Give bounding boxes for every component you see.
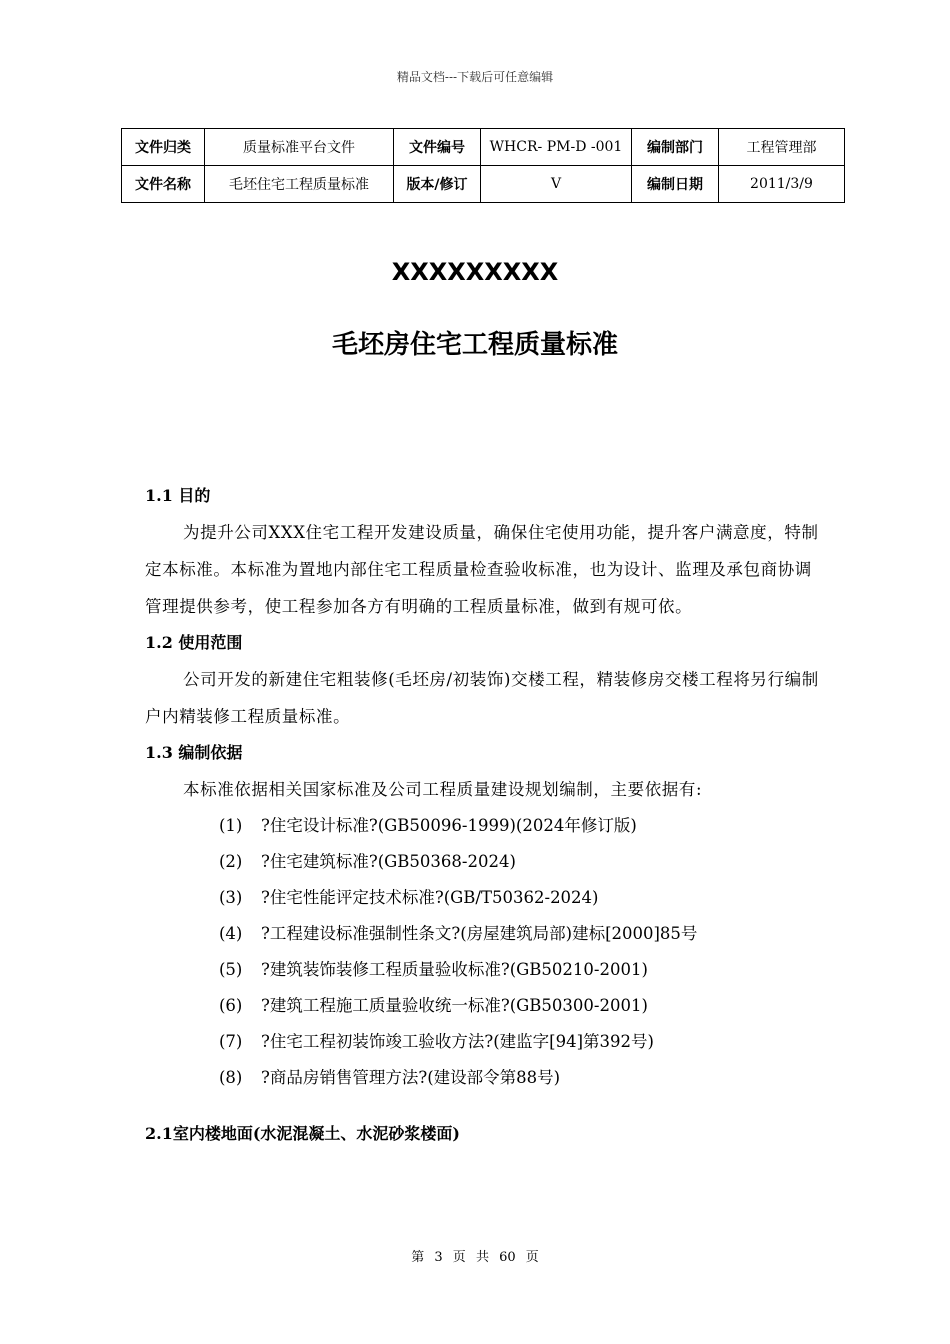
list-item-number: (6) (219, 996, 243, 1015)
list-item-text: ?建筑装饰装修工程质量验收标准?(GB50210-2001) (261, 960, 648, 979)
document-meta-table (121, 128, 845, 203)
meta-label-version: 版本/修订 (394, 166, 481, 203)
meta-value-date: 2011/3/9 (719, 166, 845, 203)
list-item-text: ?住宅工程初装饰竣工验收方法?(建监字[94]第392号) (261, 1032, 654, 1051)
list-item (219, 952, 825, 988)
list-item-text: ?商品房销售管理方法?(建设部令第88号) (261, 1068, 561, 1087)
footer-current-page: 3 (434, 1250, 443, 1265)
list-item (219, 880, 825, 916)
footer-total-pages: 60 (499, 1250, 516, 1265)
section-heading-scope: 1.2 使用范围 (145, 633, 243, 652)
footer-page-word: 页 (452, 1250, 466, 1265)
meta-value-category: 质量标准平台文件 (205, 129, 394, 166)
section-heading-basis: 1.3 编制依据 (145, 743, 243, 762)
list-item-text: ?住宅建筑标准?(GB50368-2024) (261, 852, 516, 871)
meta-label-date: 编制日期 (632, 166, 719, 203)
meta-label-category: 文件归类 (122, 129, 205, 166)
list-item (219, 1060, 825, 1096)
list-item (219, 808, 825, 844)
meta-row (122, 166, 845, 203)
document-title: 毛坯房住宅工程质量标准 (331, 330, 618, 360)
meta-value-doc-name: 毛坯住宅工程质量标准 (205, 166, 394, 203)
list-item-text: ?工程建设标准强制性条文?(房屋建筑局部)建标[2000]85号 (261, 924, 698, 943)
page-footer (0, 1246, 950, 1265)
list-item-number: (8) (219, 1068, 243, 1087)
list-item-text: ?住宅设计标准?(GB50096-1999)(2024年修订版) (261, 816, 637, 835)
section-paragraph-scope: 公司开发的新建住宅粗装修(毛坯房/初装饰)交楼工程，精装修房交楼工程将另行编制户内精装修工程质量标准。 (145, 670, 819, 726)
meta-label-doc-name: 文件名称 (122, 166, 205, 203)
footer-prefix: 第 (411, 1250, 425, 1265)
list-item-number: (1) (219, 816, 243, 835)
list-item-number: (3) (219, 888, 243, 907)
section-paragraph-basis: 本标准依据相关国家标准及公司工程质量建设规划编制，主要依据有: (183, 780, 703, 799)
meta-row (122, 129, 845, 166)
meta-label-doc-number: 文件编号 (394, 129, 481, 166)
list-item (219, 844, 825, 880)
footer-suffix: 页 (525, 1250, 539, 1265)
list-item-text: ?建筑工程施工质量验收统一标准?(GB50300-2001) (261, 996, 648, 1015)
meta-value-department: 工程管理部 (719, 129, 845, 166)
section-heading-floor: 2.1室内楼地面(水泥混凝土、水泥砂浆楼面) (145, 1124, 460, 1143)
section-paragraph-purpose: 为提升公司XXX住宅工程开发建设质量，确保住宅使用功能，提升客户满意度，特制定本标准。本标准为置地内部住宅工程质量检查验收标准，也为设计、监理及承包商协调管理提供参考，使工程参加各方有明确的工程质量标准，做到有规可依。 (145, 523, 819, 616)
list-item-number: (7) (219, 1032, 243, 1051)
basis-list (145, 808, 825, 1096)
list-item-number: (2) (219, 852, 243, 871)
document-body (145, 478, 825, 1152)
list-item-text: ?住宅性能评定技术标准?(GB/T50362-2024) (261, 888, 599, 907)
meta-label-department: 编制部门 (632, 129, 719, 166)
list-item-number: (5) (219, 960, 243, 979)
list-item-number: (4) (219, 924, 243, 943)
list-item (219, 916, 825, 952)
header-note: 精品文档---下载后可任意编辑 (396, 70, 554, 84)
list-item (219, 988, 825, 1024)
meta-value-version: V (481, 166, 632, 203)
list-item (219, 1024, 825, 1060)
meta-value-doc-number: WHCR- PM-D -001 (481, 129, 632, 166)
section-heading-purpose: 1.1 目的 (145, 486, 211, 505)
footer-total-prefix: 共 (475, 1250, 489, 1265)
company-title: XXXXXXXXX (391, 258, 559, 286)
